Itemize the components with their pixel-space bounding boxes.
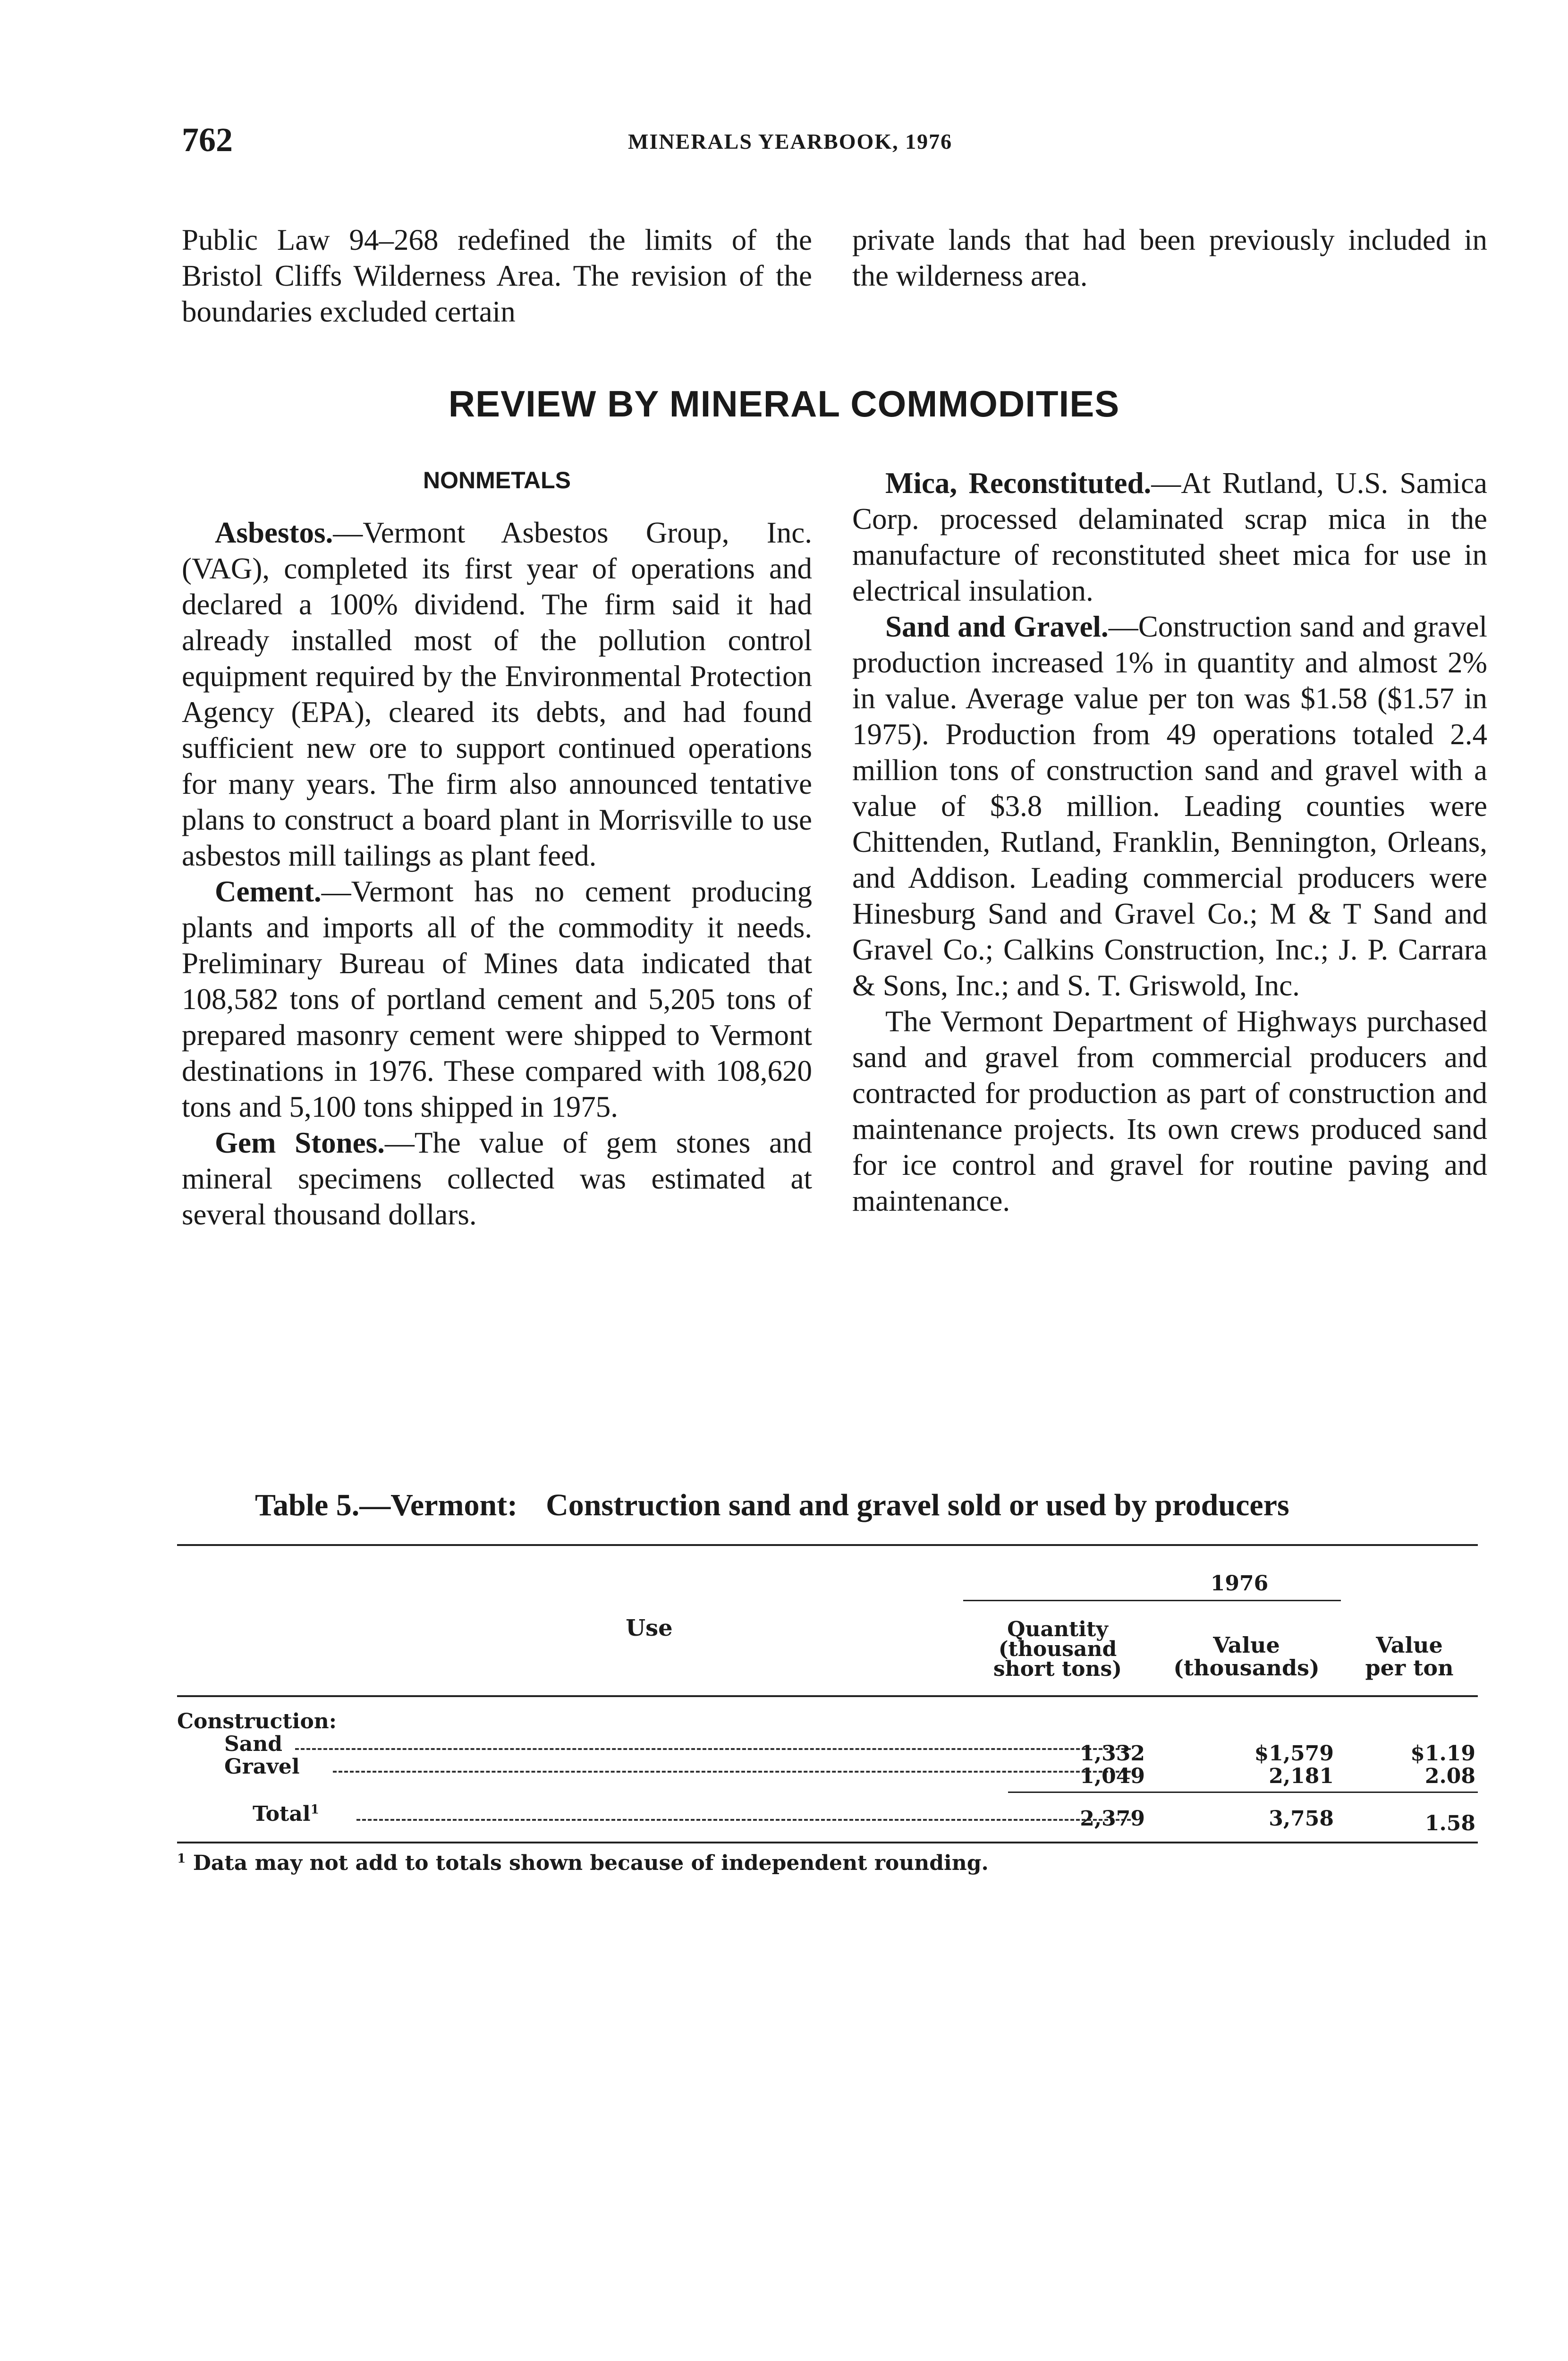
quantity-header: Quantity (thousand short tons) [993,1617,1122,1681]
cement-text: —Vermont has no cement producing plants and imports all of the commodity it needs. Preliminary Bureau of Mines data indicated that 108,582 tons of portland cement and 5,205 tons of prepared masonry cement were shipped to Vermont destinations in 1976. These compared with 108,620 tons and 5,100 tons shipped in 1975. [182,875,812,1123]
sand-gravel-paragraph [852,609,1487,1003]
footnote-marker: 1 [177,1851,186,1866]
subtotal-rule [1008,1792,1478,1793]
asbestos-paragraph [182,515,812,874]
row-value-sand: $1,579 [1254,1741,1334,1766]
asbestos-text: —Vermont Asbestos Group, Inc. (VAG), completed its first year of operations and declared a 100% dividend. The firm said it had already installed most of the pollution control equipment required by the Environmental Protection Agency (EPA), cleared its debts, and had found sufficient new ore to support continued operations for many years. The firm also announced tentative plans to construct a board plant in Morrisville to use asbestos mill tailings as plant feed. [182,516,812,872]
highways-paragraph [852,1003,1487,1219]
row-quantity-gravel: 1,049 [1080,1764,1145,1788]
table-caption [255,1487,1289,1523]
cement-paragraph [182,874,812,1125]
intro-right-column [852,222,1487,294]
row-use-total: Total$^1$ [253,1802,319,1826]
row-per-ton-sand: $1.19 [1410,1741,1475,1766]
right-column [852,465,1487,1219]
row-use-sand: Sand [224,1732,283,1756]
row-quantity-sand: 1,332 [1080,1741,1145,1766]
table-caption-title: Construction sand and gravel sold or used by producers [546,1488,1289,1522]
row-quantity-total: 2,379 [1080,1807,1145,1831]
cement-lead: Cement. [215,875,322,908]
intro-left-column [182,222,812,330]
running-head: MINERALS YEARBOOK, 1976 [628,129,953,153]
left-column [182,515,812,1232]
gem-stones-lead: Gem Stones. [215,1126,385,1159]
year-header: 1976 [1210,1571,1269,1596]
sand-gravel-text: —Construction sand and gravel production increased 1% in quantity and almost 2% in value. Average value per ton was $1.58 ($1.57 in 1975). Production from 49 operations totaled 2.4 million tons of construction sand and gravel with a value of $3.8 million. Leading counties were Chittenden, Rutland, Franklin, Bennington, Orleans, and Addison. Leading commercial producers were Hinesburg Sand and Gravel Co.; M & T Sand and Gravel Co.; Calkins Construction, Inc.; J. P. Carrara & Sons, Inc.; and S. T. Griswold, Inc. [852,610,1487,1002]
year-rule [963,1600,1341,1601]
data-table [177,1544,1478,1846]
row-leader [295,1748,1131,1750]
intro-paragraph-right: private lands that had been previously included in the wilderness area. [852,223,1487,292]
row-per-ton-total: 1.58 [1424,1811,1475,1835]
intro-paragraph-left: Public Law 94–268 redefined the limits of the Bristol Cliffs Wilderness Area. The revision of the boundaries excluded certain [182,223,812,328]
sand-gravel-lead: Sand and Gravel. [885,610,1109,643]
row-per-ton-gravel: 2.08 [1424,1764,1475,1788]
row-value-total: 3,758 [1269,1807,1334,1831]
row-use-gravel: Gravel [224,1755,300,1779]
page-number: 762 [182,121,233,159]
table-footnote: $^1$ Data may not add to totals shown because of independent rounding. [177,1851,989,1875]
value-header: Value (thousands) [1173,1632,1320,1681]
row-value-gravel: 2,181 [1269,1764,1334,1788]
header-bottom-rule [177,1695,1478,1697]
section-title: REVIEW BY MINERAL COMMODITIES [448,383,1120,425]
page-header [0,120,1568,163]
table-caption-label: Table 5.—Vermont: [255,1488,518,1522]
gem-stones-text: —The value of gem stones and mineral specimens collected was estimated at several thousand dollars. [182,1126,813,1231]
asbestos-lead: Asbestos. [215,516,333,549]
use-header: Use [626,1615,673,1641]
mica-text: —At Rutland, U.S. Samica Corp. processed delaminated scrap mica in the manufacture of reconstituted sheet mica for use in electrical insulation. [852,467,1487,607]
value-per-ton-header: Value per ton [1365,1632,1454,1681]
nonmetals-subhead: NONMETALS [423,467,571,493]
group-label: Construction: [177,1709,337,1733]
highways-text: The Vermont Department of Highways purchased sand and gravel from commercial producers and contracted for production as part of construction and maintenance projects. Its own crews produced sand for ice control and gravel for routine paving and maintenance. [852,1005,1487,1217]
table-top-rule [177,1544,1478,1546]
mica-paragraph [852,465,1487,609]
table-bottom-rule [177,1842,1478,1843]
footnote-marker: 1 [310,1802,319,1817]
mica-lead: Mica, Reconstituted. [885,467,1152,500]
gem-stones-paragraph [182,1125,812,1232]
